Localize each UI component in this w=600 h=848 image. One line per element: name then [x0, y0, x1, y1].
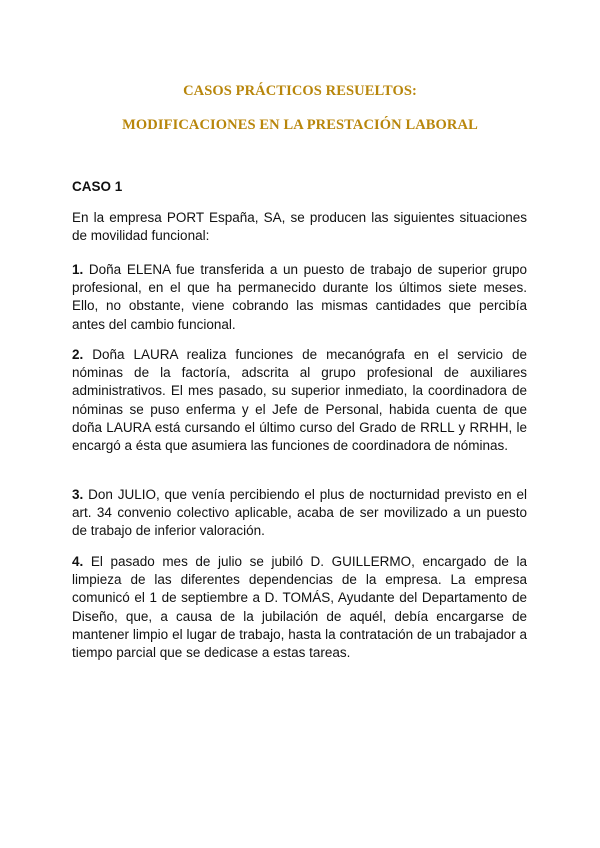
- case-item-text: Don JULIO, que venía percibiendo el plus de nocturnidad previsto en el art. 34 convenio colectivo aplicable, acaba de ser movilizado a un puesto de trabajo de inferior valoración.: [72, 487, 527, 539]
- case-item-1: [72, 261, 527, 334]
- case-item-number: 3.: [72, 487, 84, 502]
- case-item-number: 1.: [72, 262, 84, 277]
- case-heading: CASO 1: [72, 179, 123, 194]
- document-title-line-2: MODIFICACIONES EN LA PRESTACIÓN LABORAL: [122, 117, 478, 133]
- case-intro-paragraph: En la empresa PORT España, SA, se producen las siguientes situaciones de movilidad funcional:: [72, 210, 527, 244]
- case-item-number: 2.: [72, 347, 84, 362]
- document-title-line-1: CASOS PRÁCTICOS RESUELTOS:: [183, 83, 417, 99]
- case-item-text: El pasado mes de julio se jubiló D. GUILLERMO, encargado de la limpieza de las diferentes dependencias de la empresa. La empresa comunicó el 1 de septiembre a D. TOMÁS, Ayudante del Departamento de Diseño, que, a causa de la jubilación de aquél, debía encargarse de mantener limpio el lugar de trabajo, hasta la contratación de un trabajador a tiempo parcial que se dedicase a estas tareas.: [72, 554, 527, 661]
- case-item-3: [72, 486, 527, 541]
- case-item-2: [72, 346, 527, 455]
- case-item-text: Doña LAURA realiza funciones de mecanógrafa en el servicio de nóminas de la factoría, adscrita al grupo profesional de auxiliares administrativos. El mes pasado, su superior inmediato, la coordinadora de nóminas se puso enferma y el Jefe de Personal, habida cuenta de que doña LAURA está cursando el último curso del Grado de RRLL y RRHH, le encargó a ésta que asumiera las funciones de coordinadora de nóminas.: [72, 347, 527, 454]
- case-item-4: [72, 553, 527, 662]
- case-item-number: 4.: [72, 554, 84, 569]
- case-item-text: Doña ELENA fue transferida a un puesto de trabajo de superior grupo profesional, en el que ha permanecido durante los últimos siete meses. Ello, no obstante, viene cobrando las mismas cantidades que percibía antes del cambio funcional.: [72, 262, 527, 332]
